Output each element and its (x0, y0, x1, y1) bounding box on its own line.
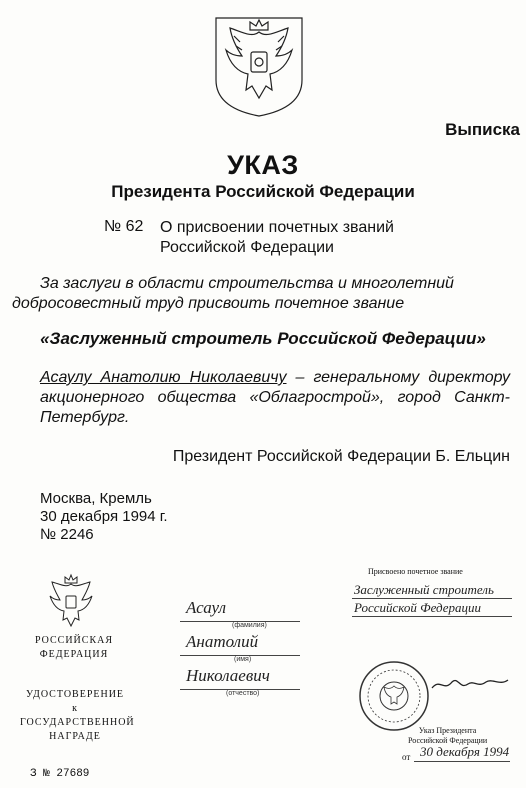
issue-info (40, 490, 168, 544)
cert-patronymic: Николаевич (186, 666, 270, 685)
decree-number: № 62 (104, 218, 144, 235)
awarded-line1: Заслуженный строитель (354, 582, 494, 597)
small-coat-of-arms-icon (44, 572, 98, 634)
official-seal-icon (358, 660, 430, 732)
recipient-text (40, 368, 510, 428)
decree-subject-line2: Российской Федерации (160, 239, 334, 256)
cert-date-line (414, 761, 510, 762)
recipient-details: – генеральному директору акционерного общества «Облагрострой», город Санкт-Петербург. (40, 369, 511, 426)
cert-title (20, 688, 135, 744)
issue-place: Москва, Кремль (40, 490, 152, 507)
official-signature-icon (430, 672, 510, 696)
cert-date: 30 декабря 1994 (420, 744, 510, 759)
decree-subject-line1: О присвоении почетных званий (160, 219, 394, 236)
cert-surname: Асаул (186, 598, 227, 617)
decree-paragraph: За заслуги в области строительства и многолетний добросовестный труд присвоить почетное звание (12, 275, 454, 312)
honorary-title: «Заслуженный строитель Российской Федерации» (40, 329, 486, 348)
issue-number: № 2246 (40, 526, 94, 543)
extract-label: Выписка (445, 120, 520, 139)
surname-caption: (фамилия) (232, 622, 267, 629)
awarded-line2: Российской Федерации (354, 600, 482, 615)
awarded-header: Присвоено почетное звание (368, 567, 463, 576)
president-signature: Президент Российской Федерации Б. Ельцин (172, 448, 510, 465)
cert-number: З № 27689 (30, 768, 90, 780)
cert-date-prefix: от (402, 752, 411, 762)
decree-subject (160, 218, 460, 258)
first-name-caption: (имя) (234, 656, 252, 663)
cert-title-line2: к (72, 703, 78, 714)
cert-country-line1: РОССИЙСКАЯ (34, 635, 114, 646)
recipient-name: Асаулу Анатолию Николаевичу (40, 369, 287, 386)
cert-title-line3: ГОСУДАРСТВЕННОЙ (20, 717, 135, 728)
cert-first-name: Анатолий (186, 632, 259, 651)
cert-decree-line1: Указ Президента (418, 726, 477, 735)
cert-country-line2: ФЕДЕРАЦИЯ (39, 649, 109, 660)
cert-decree-line2: Российской Федерации (408, 736, 488, 745)
cert-title-line1: УДОСТОВЕРЕНИЕ (25, 689, 125, 700)
awarded-line1-rule (352, 598, 512, 599)
decree-subtitle: Президента Российской Федерации (111, 182, 415, 201)
issue-date: 30 декабря 1994 г. (40, 508, 168, 525)
russian-coat-of-arms-icon (212, 10, 306, 118)
patronymic-caption: (отчество) (226, 690, 260, 697)
decree-title: УКАЗ (227, 150, 299, 180)
cert-country (24, 634, 124, 662)
cert-decree-ref (408, 726, 487, 746)
awarded-line2-rule (352, 616, 512, 617)
cert-title-line4: НАГРАДЕ (49, 731, 101, 742)
